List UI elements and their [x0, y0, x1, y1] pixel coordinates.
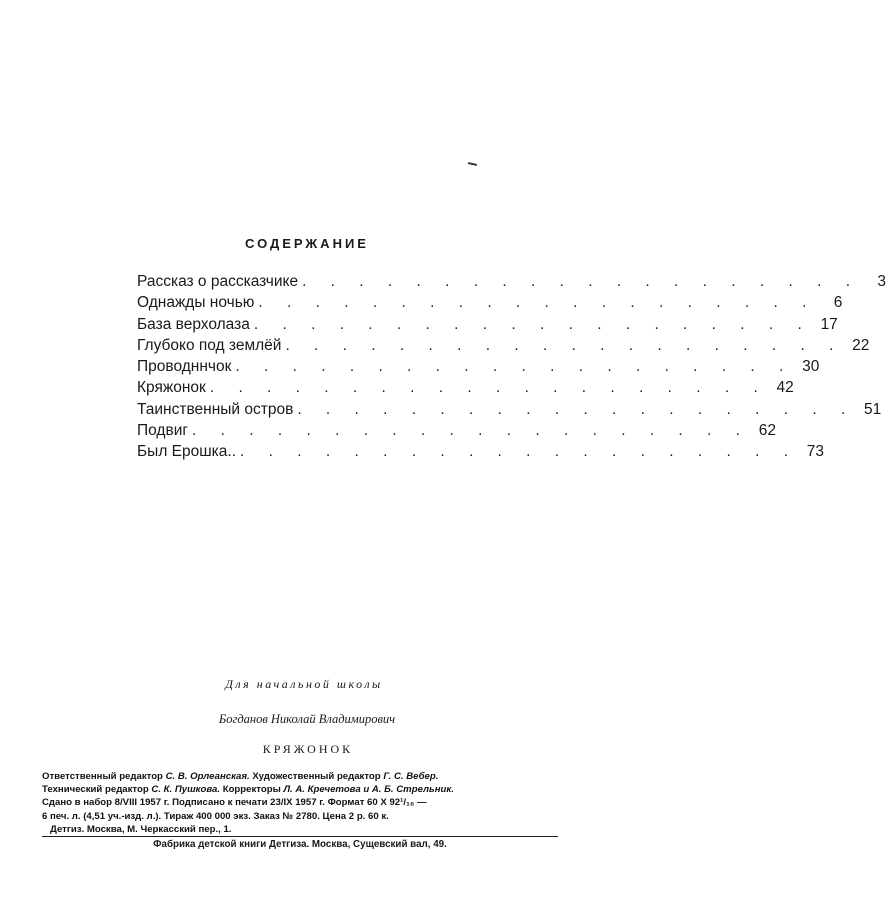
divider: [42, 836, 558, 837]
toc-entry[interactable]: [137, 443, 824, 464]
proofreaders-names: Л. А. Кречетова и А. Б. Стрельник.: [283, 784, 454, 796]
toc-entry-page: 3: [877, 273, 886, 290]
toc-entry[interactable]: [137, 294, 843, 315]
toc-leader-dots: . . . . . . . . . . . . . . . . . . . .: [192, 422, 750, 440]
toc-entry-page: 51: [864, 400, 882, 418]
editor-label: Ответственный редактор: [42, 771, 163, 782]
toc-leader-dots: . . . . . . . . . . . . . . . . . . . .: [302, 273, 861, 290]
toc-entry-title: База верхолаза: [137, 315, 250, 333]
audience-label: Для начальной школы: [225, 677, 383, 691]
toc-entry-page: 62: [758, 422, 776, 440]
art-editor-name: Г. С. Вебер.: [383, 771, 439, 782]
toc-entry-title: Кряжонок: [137, 379, 206, 397]
imprint-editors-line: [42, 770, 558, 783]
book-title: КРЯЖОНОК: [262, 742, 354, 756]
toc-entry[interactable]: [137, 273, 886, 294]
toc-leader-dots: . . . . . . . . . . . . . . . . . . . .: [235, 358, 794, 376]
toc-leader-dots: . . . . . . . . . . . . . . . . . . . .: [297, 400, 856, 418]
toc-entry-title: Проводннчок: [137, 358, 232, 376]
toc-entry-title: Рассказ о рассказчике: [137, 273, 299, 290]
toc-entry[interactable]: [137, 336, 870, 358]
imprint-tech-line: [42, 783, 558, 796]
toc-entry-page: 6: [833, 294, 843, 312]
toc-entry-title: Был Ерошка..: [137, 443, 237, 461]
tech-editor-name: С. К. Пушкова.: [151, 784, 221, 796]
toc-entry-page: 42: [776, 379, 794, 397]
toc-entry[interactable]: [137, 358, 820, 379]
toc-leader-dots: . . . . . . . . . . . . . . . . . . . .: [253, 315, 812, 333]
publisher-line: Детгиз. Москва, М. Черкасский пер., 1.: [50, 823, 232, 835]
table-of-contents: [137, 273, 886, 465]
editor-name: С. В. Орлеанская.: [165, 771, 250, 782]
toc-leader-dots: . . . . . . . . . . . . . . . . . . . .: [209, 379, 768, 397]
toc-entry[interactable]: [137, 315, 838, 337]
toc-entry-title: Однажды ночью: [137, 294, 255, 312]
toc-entry[interactable]: [137, 422, 776, 443]
proofreaders-label: Корректоры: [222, 784, 281, 796]
toc-leader-dots: . . . . . . . . . . . . . . . . . . . .: [285, 336, 844, 354]
printing-factory: Фабрика детской книги Детгиза. Москва, Сущевский вал, 49.: [153, 839, 447, 850]
toc-entry-page: 17: [820, 315, 838, 333]
toc-title: СОДЕРЖАНИЕ: [245, 236, 369, 251]
print-info-line-2: 6 печ. л. (4,51 уч.-изд. л.). Тираж 400 000 экз. Заказ № 2780. Цена 2 р. 60 к.: [42, 810, 389, 822]
print-info-line-1: Сдано в набор 8/VIII 1957 г. Подписано к печати 23/IX 1957 г. Формат 60 X 92¹/₁₆ —: [42, 797, 427, 809]
toc-leader-dots: . . . . . . . . . . . . . . . . . . . .: [240, 443, 798, 461]
imprint-block: [42, 770, 558, 836]
toc-entry-page: 30: [802, 358, 820, 376]
toc-entry-title: Глубоко под землёй: [137, 336, 282, 354]
author-name: Богданов Николай Владимирович: [218, 712, 396, 726]
toc-leader-dots: . . . . . . . . . . . . . . . . . . . .: [258, 294, 817, 312]
toc-entry-page: 22: [852, 336, 870, 354]
stray-mark: [468, 162, 477, 166]
toc-entry[interactable]: [137, 400, 882, 422]
art-editor-label: Художественный редактор: [252, 771, 381, 782]
toc-entry-title: Подвиг: [137, 422, 189, 440]
toc-entry-page: 73: [806, 443, 824, 461]
tech-editor-label: Технический редактор: [42, 784, 149, 796]
toc-entry[interactable]: [137, 379, 794, 400]
toc-entry-title: Таинственный остров: [137, 400, 294, 418]
